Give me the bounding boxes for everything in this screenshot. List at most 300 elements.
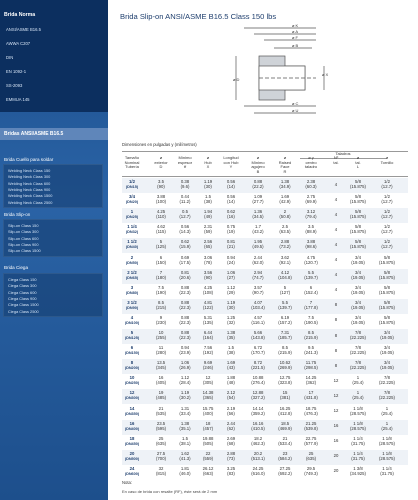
column-header: taladro — [304, 164, 318, 170]
table-cell-mm: (104.8) — [278, 274, 292, 280]
table-cell-mm: (15.875) — [349, 244, 366, 250]
table-cell-mm: (19.05) — [351, 289, 365, 295]
table-cell: 12.75 — [279, 375, 291, 381]
table-cell: 8.5 — [158, 299, 164, 305]
table-cell: 16 — [333, 423, 339, 429]
table-cell: 11 — [158, 345, 164, 351]
table-cell-mm: (15.875) — [378, 304, 395, 310]
table-cell-mm: (59) — [204, 229, 212, 235]
sidebar-norm-link[interactable]: DIN — [6, 55, 14, 60]
table-cell: 1.69 — [226, 360, 236, 366]
pipe-size: 1/2 — [129, 179, 135, 184]
table-cell: 1.5 — [205, 194, 211, 200]
table-cell: 9.69 — [203, 360, 213, 366]
units-note: Dimensiones en pulgadas y (milímetros) — [122, 142, 197, 147]
table-cell: 1.12 — [180, 375, 190, 381]
table-cell: 4 — [334, 211, 338, 217]
table-cell: 3/4 — [355, 314, 361, 320]
table-cell: 3/4 — [384, 330, 390, 335]
table-cell-mm: (88.9) — [305, 229, 317, 235]
table-cell-mm: (215.9) — [304, 335, 318, 340]
table-cell: 4.75 — [306, 254, 316, 260]
table-cell-mm: (559) — [202, 455, 214, 461]
table-cell: 20.2 — [253, 450, 263, 456]
table-cell: 7/8 — [355, 330, 361, 335]
pipe-size: 1 — [130, 209, 134, 215]
column-header: Tubería — [125, 164, 139, 170]
sidebar-band-title: Bridas ANSI/ASME B16.5 — [4, 131, 64, 137]
column-header: tf — [183, 164, 187, 170]
table-cell-mm: (815) — [155, 470, 167, 476]
table-cell: 2.12 — [226, 390, 236, 396]
table-cell-mm: (170.7) — [251, 350, 265, 356]
table-cell-mm: (62) — [227, 425, 235, 431]
sidebar-link[interactable]: Slip-on Class 300 — [8, 229, 39, 235]
table-cell-mm: (65) — [204, 244, 212, 250]
table-cell-mm: (269.9) — [278, 365, 292, 371]
table-cell: 14.14 — [252, 405, 264, 411]
table-cell: 10.88 — [252, 375, 264, 381]
diagram-label: ø X — [322, 72, 329, 77]
table-cell-mm: (513.1) — [251, 455, 265, 461]
table-cell-mm: (12.7) — [381, 229, 393, 235]
diagram-label: ø K — [292, 23, 299, 28]
table-cell: 1.38 — [280, 179, 290, 184]
table-cell-mm: (38) — [204, 199, 212, 205]
table-cell: 8.5 — [308, 330, 314, 335]
table-cell: 1 1/8 — [382, 450, 392, 456]
pipe-dn: (DN90) — [125, 305, 139, 310]
table-cell-mm: (35.1) — [179, 425, 191, 431]
table-cell: 8 — [334, 347, 338, 353]
table-cell: 0.5 — [182, 209, 188, 215]
pipe-size: 2 — [130, 254, 134, 260]
pipe-size: 20 — [129, 450, 135, 456]
table-cell: 7.56 — [203, 345, 213, 351]
table-cell-mm: (90) — [157, 184, 165, 189]
pipe-dn: (DN32) — [125, 230, 139, 235]
table-cell-mm: (190) — [155, 289, 167, 295]
column-header: centro — [305, 159, 317, 165]
table-cell: 32 — [158, 465, 164, 471]
table-cell: 0.56 — [226, 194, 236, 200]
table-cell-mm: (22.225) — [378, 395, 395, 401]
table-cell: 0.69 — [180, 254, 190, 260]
sidebar-norm-link[interactable]: ANSI/ASME B16.5 — [6, 27, 41, 32]
table-cell-mm: (15.875) — [378, 259, 395, 265]
table-cell-mm: (34.9) — [279, 184, 291, 189]
table-cell-mm: (68) — [227, 440, 235, 446]
column-header: Tornillo — [380, 159, 394, 165]
table-cell-mm: (215) — [155, 304, 167, 310]
table-cell: 15 — [282, 390, 288, 396]
table-cell: 8.72 — [253, 360, 263, 366]
table-cell: 3.88 — [156, 194, 166, 200]
table-cell: 5 — [159, 239, 163, 245]
table-cell: 16.16 — [252, 420, 264, 426]
sidebar-section-title[interactable]: Brida Cuello para soldar — [4, 157, 54, 162]
pipe-size: 5 — [130, 330, 134, 335]
table-cell-mm: (535) — [155, 410, 167, 416]
table-cell-mm: (577.9) — [304, 440, 318, 446]
table-cell-mm: (12.7) — [381, 184, 393, 189]
table-cell: 0.88 — [180, 284, 190, 290]
table-cell-mm: (49) — [204, 214, 212, 220]
table-cell-mm: (35) — [227, 335, 235, 340]
table-cell-mm: (30) — [204, 184, 212, 189]
table-cell: 7/8 — [355, 345, 361, 351]
table-cell-mm: (400) — [202, 410, 214, 416]
table-cell: 1.25 — [226, 314, 236, 320]
table-cell: 12 — [333, 408, 339, 413]
table-cell-mm: (31.75) — [351, 440, 365, 446]
table-cell-mm: (56) — [227, 410, 235, 416]
pipe-size: 14 — [129, 405, 135, 411]
table-cell: 23.5 — [156, 420, 166, 426]
table-cell: 1.12 — [226, 284, 236, 290]
table-cell: 1.36 — [253, 209, 263, 215]
pipe-dn: (DN350) — [124, 411, 140, 416]
table-cell: 12 — [205, 375, 211, 381]
table-cell: 4 — [334, 181, 338, 187]
table-cell: 16 — [158, 375, 164, 381]
footnote-heading: Nota: — [122, 480, 133, 485]
table-cell-mm: (25.4) — [352, 380, 364, 386]
table-cell: 1.88 — [226, 375, 236, 381]
table-cell: 3.57 — [253, 284, 263, 290]
table-cell-mm: (30.2) — [179, 395, 191, 401]
column-header: Y — [229, 164, 233, 170]
footnote: En caso de brida con resalte (RF), éste será de 2 mm — [122, 489, 218, 494]
table-cell: 1.06 — [226, 269, 236, 275]
table-cell: 17 — [308, 390, 314, 396]
table-cell-mm: (19.05) — [351, 274, 365, 280]
table-cell-mm: (30) — [227, 304, 235, 310]
table-cell: 0.62 — [180, 239, 190, 245]
table-header-rule — [122, 176, 408, 177]
column-header: R — [283, 168, 287, 174]
table-cell-mm: (43.2) — [252, 229, 264, 235]
table-cell-mm: (73.2) — [279, 244, 291, 250]
table-cell: 0.81 — [226, 239, 236, 245]
pipe-dn: (DN300) — [124, 396, 140, 401]
table-cell: 9.5 — [308, 345, 314, 351]
table-cell-mm: (22.225) — [378, 380, 395, 386]
table-cell: 4.62 — [156, 224, 166, 230]
table-cell: 8 — [334, 317, 338, 323]
table-cell: 1.38 — [180, 420, 190, 426]
table-cell-mm: (22.225) — [349, 335, 366, 340]
table-cell-mm: (255) — [155, 335, 167, 340]
pipe-dn: (DN600) — [124, 471, 140, 476]
table-cell: 0.62 — [226, 209, 236, 215]
table-cell-mm: (405) — [155, 380, 167, 386]
table-cell: 4.25 — [156, 209, 166, 215]
table-cell: 4.81 — [203, 299, 213, 305]
table-cell: 5.5 — [308, 269, 314, 275]
pipe-size: 4 — [130, 314, 134, 320]
table-cell-mm: (539.8) — [304, 425, 318, 431]
table-cell: 5/8 — [355, 194, 361, 200]
table-cell: 3.62 — [280, 254, 290, 260]
table-cell-mm: (192) — [202, 350, 214, 356]
table-cell-mm: (14) — [227, 199, 235, 205]
sidebar-link[interactable]: Ciega Class 900 — [8, 295, 37, 301]
table-cell-mm: (34.5) — [252, 214, 264, 220]
table-cell: 1 1/4 — [353, 450, 363, 456]
pipe-dn: (DN500) — [124, 456, 140, 461]
sidebar-link[interactable]: Slip-on Class 150 — [8, 223, 39, 228]
table-cell: 7/8 — [384, 375, 390, 381]
table-cell-mm: (28.575) — [378, 440, 395, 446]
table-cell-mm: (62.0) — [252, 259, 264, 265]
table-cell-mm: (280) — [155, 350, 167, 356]
table-cell-mm: (34.925) — [349, 470, 366, 476]
sidebar-section-title[interactable]: Brida Ciega — [4, 265, 29, 270]
table-cell: 1.19 — [203, 179, 213, 184]
table-cell: 1.5 — [182, 435, 188, 441]
table-cell: 0.88 — [253, 179, 263, 184]
table-cell-mm: (63.5) — [279, 229, 291, 235]
table-cell-mm: (22.225) — [349, 350, 366, 356]
table-cell: 4.07 — [253, 299, 263, 305]
table-cell-mm: (27.7) — [252, 199, 264, 205]
column-header: ø — [356, 155, 360, 160]
sidebar-section-title[interactable]: Brida Slip-on — [4, 212, 31, 217]
table-cell-mm: (345) — [155, 365, 167, 371]
table-cell: 10.62 — [279, 360, 291, 366]
sidebar-link[interactable]: Welding Neck Class 300 — [8, 174, 51, 180]
table-cell-mm: (110) — [156, 214, 166, 220]
table-cell: 27.5 — [156, 450, 166, 456]
pipe-dn: (DN100) — [124, 320, 140, 325]
pipe-size: 12 — [129, 390, 135, 396]
table-cell: 2.88 — [280, 239, 290, 245]
pipe-size: 6 — [130, 345, 134, 351]
table-cell-mm: (412.8) — [278, 410, 292, 416]
table-cell: 4 — [334, 196, 338, 202]
table-cell: 2 — [283, 209, 287, 215]
column-header: con Hub — [223, 159, 239, 165]
table-cell-mm: (215.9) — [278, 350, 292, 356]
table-cell-mm: (15.9) — [179, 244, 191, 250]
table-cell-mm: (38) — [227, 350, 235, 356]
table-cell: 6 — [159, 254, 163, 260]
table-cell: 3.25 — [226, 465, 236, 471]
table-cell: 3.12 — [306, 209, 316, 215]
sidebar-link[interactable]: Welding Neck Class 900 — [8, 186, 51, 192]
table-cell: 27.25 — [279, 465, 291, 471]
table-cell-mm: (476.3) — [304, 410, 318, 416]
sidebar-link[interactable]: Welding Neck Class 150 — [8, 168, 51, 173]
table-cell: 3.5 — [308, 224, 314, 230]
table-cell-mm: (298.5) — [304, 365, 318, 371]
table-cell: 2.88 — [226, 450, 236, 456]
table-cell-mm: (22.2) — [252, 184, 264, 189]
table-cell: 1 1/8 — [353, 405, 363, 411]
table-cell-mm: (74.7) — [252, 274, 264, 280]
table-cell-mm: (24) — [227, 259, 235, 265]
table-cell: 14.38 — [202, 390, 214, 396]
table-cell-mm: (28.4) — [179, 380, 191, 386]
table-cell: 5.66 — [253, 330, 263, 335]
table-cell: 4.57 — [253, 314, 263, 320]
table-cell-mm: (90.7) — [252, 289, 264, 295]
table-cell: 1/2 — [384, 209, 390, 215]
table-cell-mm: (14.3) — [179, 229, 191, 235]
table-cell-mm: (11.2) — [179, 199, 191, 205]
sidebar-link[interactable]: Slip-on Class 900 — [8, 241, 39, 247]
table-cell: 19 — [158, 390, 164, 396]
table-cell-mm: (31.75) — [351, 455, 365, 461]
table-cell-mm: (22.225) — [349, 365, 366, 371]
sidebar-link[interactable]: Welding Neck Class 2500 — [8, 199, 53, 205]
pipe-size: 3/4 — [129, 194, 135, 200]
table-cell: 1 — [356, 390, 360, 396]
flange-diagram — [224, 20, 374, 120]
table-cell: 5/8 — [355, 179, 361, 184]
sidebar-link[interactable]: Ciega Class 2500 — [8, 308, 39, 314]
table-cell: 21.25 — [305, 420, 317, 426]
column-header: ø — [159, 155, 163, 160]
sidebar-link[interactable]: Welding Neck Class 1500 — [8, 193, 53, 199]
table-cell: 2.31 — [203, 224, 213, 230]
table-cell: 8.5 — [282, 345, 288, 351]
pipe-size: 8 — [130, 360, 134, 366]
table-cell-mm: (221.5) — [251, 365, 265, 371]
table-cell: 0.56 — [226, 179, 236, 184]
table-cell-mm: (692.2) — [278, 470, 292, 476]
table-cell: 16.25 — [279, 405, 291, 411]
table-cell-mm: (533.4) — [278, 440, 292, 446]
pipe-size: 16 — [129, 420, 135, 426]
table-cell-mm: (362) — [305, 380, 317, 386]
table-cell-mm: (98.6) — [305, 244, 317, 250]
table-cell: 7 — [309, 299, 313, 305]
table-cell-mm: (43) — [227, 365, 235, 371]
table-cell-mm: (127) — [279, 289, 291, 295]
table-cell-mm: (83) — [227, 470, 235, 476]
table-cell-mm: (19.05) — [380, 350, 394, 356]
table-cell-mm: (27) — [227, 274, 235, 280]
column-header: Tamaño — [124, 155, 140, 160]
table-cell-mm: (21) — [227, 244, 235, 250]
table-cell-mm: (469.9) — [278, 425, 292, 431]
table-cell: 0.44 — [180, 194, 190, 200]
table-cell: 6.72 — [253, 345, 263, 351]
table-cell: 6 — [309, 284, 313, 290]
table-cell: 0.38 — [180, 179, 190, 184]
table-cell-mm: (22.3) — [179, 319, 191, 325]
table-cell: 5 — [283, 284, 287, 290]
pipe-size: 10 — [129, 375, 135, 381]
table-cell-mm: (108) — [202, 289, 214, 295]
table-cell: 1 1/4 — [382, 465, 392, 471]
pipe-size: 18 — [129, 435, 135, 441]
table-cell: 7.5 — [308, 314, 314, 320]
pipe-size: 1 1/2 — [127, 239, 137, 245]
table-cell-mm: (33.4) — [179, 410, 191, 416]
table-cell-mm: (15.875) — [349, 184, 366, 189]
table-cell-mm: (15.875) — [378, 319, 395, 325]
table-cell: 5/8 — [355, 239, 361, 245]
pipe-dn: (DN150) — [124, 351, 140, 356]
table-cell: 3.88 — [306, 239, 316, 245]
sidebar-link[interactable]: Slip-on Class 1500 — [8, 248, 41, 254]
table-cell-mm: (164) — [202, 335, 214, 340]
table-cell-mm: (323.8) — [278, 380, 292, 386]
sidebar-norm-link[interactable]: AWWA C207 — [6, 41, 31, 46]
table-cell-mm: (60.3) — [305, 184, 317, 189]
sidebar-link[interactable]: Ciega Class 1500 — [8, 302, 39, 308]
table-cell: 4 — [334, 287, 338, 293]
table-cell: 6.19 — [280, 314, 290, 320]
table-cell-mm: (32) — [227, 319, 235, 325]
table-cell: 1 1/8 — [353, 420, 363, 426]
table-cell-mm: (92.1) — [279, 259, 291, 265]
table-cell-mm: (157.2) — [278, 319, 292, 325]
table-cell: 5/8 — [384, 269, 390, 275]
sidebar-link[interactable]: Slip-on Class 600 — [8, 235, 39, 241]
table-cell: 2.44 — [226, 420, 236, 426]
table-cell: 7.5 — [158, 284, 164, 290]
table-cell-mm: (54) — [227, 395, 235, 401]
table-cell: 3/4 — [355, 254, 361, 260]
sidebar-link[interactable]: Ciega Class 150 — [8, 277, 37, 282]
table-cell-mm: (15.875) — [349, 229, 366, 235]
pipe-size: 3 1/2 — [127, 299, 137, 305]
table-cell-mm: (41.3) — [179, 455, 191, 461]
sidebar-norm-link[interactable]: EMMUA 145 — [6, 97, 30, 102]
table-cell-mm: (28.575) — [349, 410, 366, 416]
sidebar-link[interactable]: Ciega Class 300 — [8, 283, 37, 289]
table-cell-mm: (749.3) — [304, 470, 318, 476]
table-cell-mm: (663) — [202, 470, 214, 476]
table-cell: 3/4 — [384, 345, 390, 351]
sidebar-norm-link[interactable]: EN 1092-1 — [6, 69, 27, 74]
table-cell: 18.2 — [253, 435, 263, 441]
table-cell-mm: (14) — [227, 184, 235, 189]
table-cell-mm: (15.875) — [349, 214, 366, 220]
table-cell: 20 — [333, 468, 339, 474]
pipe-dn: (DN65) — [125, 275, 139, 280]
table-cell-mm: (143.8) — [251, 335, 265, 340]
table-cell: 24.25 — [252, 465, 264, 471]
sidebar-link[interactable]: Ciega Class 600 — [8, 289, 37, 295]
diagram-label: ø U — [292, 108, 299, 113]
table-cell-mm: (19.05) — [380, 365, 394, 371]
table-cell-mm: (12.7) — [381, 199, 393, 205]
table-cell: 5.5 — [282, 299, 288, 305]
table-cell: 0.56 — [180, 224, 190, 230]
table-cell: 25 — [158, 435, 164, 441]
sidebar-link[interactable]: Welding Neck Class 600 — [8, 180, 51, 186]
table-cell-mm: (42.9) — [279, 199, 291, 205]
table-cell-mm: (23.9) — [179, 350, 191, 356]
table-cell: 3.06 — [203, 254, 213, 260]
table-cell: 1 1/4 — [353, 435, 363, 441]
table-cell-mm: (25.4) — [381, 425, 393, 431]
diagram-label: ø D — [233, 77, 240, 82]
column-header: L — [356, 164, 360, 170]
table-cell-mm: (46.0) — [179, 470, 191, 476]
table-cell: 3/4 — [355, 284, 361, 290]
table-cell: 3.56 — [203, 269, 213, 275]
sidebar-norm-link[interactable]: SS-2093 — [6, 83, 23, 88]
table-cell: 1 — [385, 405, 389, 411]
table-cell-mm: (381) — [279, 395, 291, 401]
table-cell-mm: (462.3) — [251, 440, 265, 446]
